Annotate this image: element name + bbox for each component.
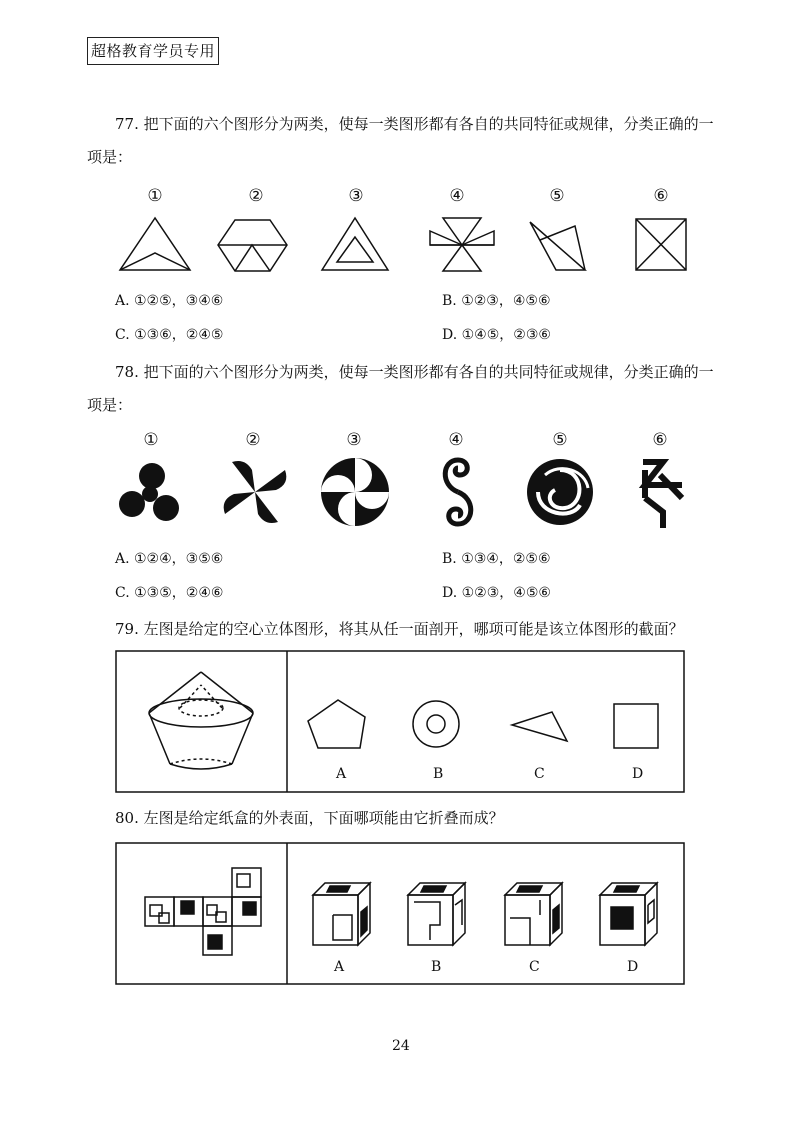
q77-option-c[interactable]: C. ①③⑥，②④⑤ [115, 327, 224, 343]
q77-option-a[interactable]: A. ①②⑤，③④⑥ [115, 293, 224, 309]
q77-stem-line1: 77. 把下面的六个图形分为两类，使每一类图形都有各自的共同特征或规律，分类正确的一 [115, 115, 714, 133]
q77-num-1: ① [147, 186, 163, 206]
q80-label-c[interactable]: C [529, 959, 540, 975]
q77-num-3: ③ [348, 186, 364, 206]
q78-option-a[interactable]: A. ①②④，③⑤⑥ [115, 551, 224, 567]
q78-num-2: ② [245, 430, 261, 450]
q78-stem-line1: 78. 把下面的六个图形分为两类，使每一类图形都有各自的共同特征或规律，分类正确的一 [115, 363, 714, 381]
q79-stem: 79. 左图是给定的空心立体图形，将其从任一面剖开，哪项可能是该立体图形的截面？ [115, 620, 684, 638]
q78-num-5: ⑤ [552, 430, 568, 450]
q78-num-6: ⑥ [652, 430, 668, 450]
q79-label-a[interactable]: A [336, 766, 347, 782]
q78-num-1: ① [143, 430, 159, 450]
q77-option-b[interactable]: B. ①②③，④⑤⑥ [442, 293, 551, 309]
q78-stem-line2: 项是： [87, 396, 133, 414]
q80-cube-a [313, 883, 370, 945]
q78-option-c[interactable]: C. ①③⑤，②④⑥ [115, 585, 224, 601]
q77-num-4: ④ [449, 186, 465, 206]
q78-option-d[interactable]: D. ①②③，④⑤⑥ [442, 585, 551, 601]
q80-label-a[interactable]: A [334, 959, 345, 975]
q80-label-d[interactable]: D [627, 959, 639, 975]
q80-cube-d [600, 883, 657, 945]
page-number: 24 [392, 1038, 410, 1054]
q78-num-4: ④ [448, 430, 464, 450]
q80-stem: 80. 左图是给定纸盒的外表面，下面哪项能由它折叠而成？ [115, 809, 504, 827]
q79-label-c[interactable]: C [534, 766, 545, 782]
q80-cube-c [505, 883, 562, 945]
q80-cube-b [408, 883, 465, 945]
q80-label-b[interactable]: B [431, 959, 442, 975]
q78-option-b[interactable]: B. ①③④，②⑤⑥ [442, 551, 551, 567]
q78-num-3: ③ [346, 430, 362, 450]
q77-option-d[interactable]: D. ①④⑤，②③⑥ [442, 327, 551, 343]
q79-label-b[interactable]: B [433, 766, 444, 782]
q77-num-2: ② [248, 186, 264, 206]
q77-num-5: ⑤ [549, 186, 565, 206]
q77-stem-line2: 项是： [87, 148, 133, 166]
header-label: 超格教育学员专用 [87, 37, 219, 65]
q80-net [145, 868, 261, 955]
q79-label-d[interactable]: D [632, 766, 644, 782]
q77-num-6: ⑥ [653, 186, 669, 206]
